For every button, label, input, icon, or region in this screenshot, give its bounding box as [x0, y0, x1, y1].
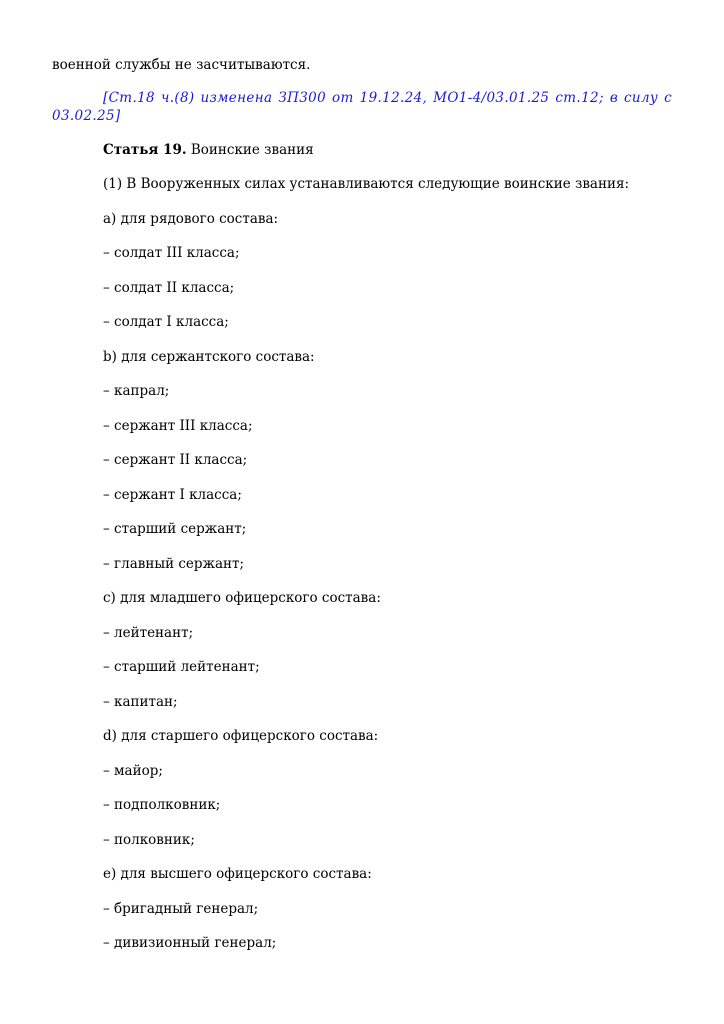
section-heading: c) для младшего офицерского состава:	[103, 590, 381, 606]
continuation-text: военной службы не засчитываются.	[52, 57, 311, 73]
section-heading: e) для высшего офицерского состава:	[103, 866, 372, 882]
article-paragraph: (1) В Вооруженных силах устанавливаются следующие воинские звания:	[103, 176, 630, 192]
article-number: Статья 19.	[103, 142, 187, 158]
rank-item: – старший сержант;	[103, 521, 247, 537]
section-heading: b) для сержантского состава:	[103, 348, 315, 365]
rank-item: – старший лейтенант;	[103, 659, 260, 675]
rank-item: – солдат I класса;	[103, 314, 229, 330]
rank-item: – сержант II класса;	[103, 452, 248, 468]
rank-item: – капитан;	[103, 693, 178, 710]
section-heading: d) для старшего офицерского состава:	[103, 728, 379, 744]
section-heading: a) для рядового состава:	[103, 210, 279, 227]
rank-item: – сержант III класса;	[103, 417, 253, 434]
rank-item: – майор;	[103, 762, 163, 779]
rank-item: – полковник;	[103, 831, 195, 848]
rank-item: – дивизионный генерал;	[103, 935, 277, 951]
rank-item: – сержант I класса;	[103, 486, 242, 503]
article-heading	[52, 141, 672, 159]
article-title: Воинские звания	[190, 142, 314, 158]
amendment-note: [Ст.18 ч.(8) изменена ЗП300 от 19.12.24, МО1-4/03.01.25 ст.12; в силу с 03.02.25]	[52, 90, 672, 124]
rank-item: – подполковник;	[103, 797, 221, 813]
rank-item: – солдат II класса;	[103, 279, 235, 296]
rank-item: – лейтенант;	[103, 624, 194, 641]
document-page	[52, 56, 672, 969]
rank-item: – капрал;	[103, 383, 170, 399]
article-body	[52, 175, 672, 952]
rank-item: – бригадный генерал;	[103, 900, 259, 917]
rank-item: – главный сержант;	[103, 555, 245, 572]
rank-item: – солдат III класса;	[103, 245, 240, 261]
